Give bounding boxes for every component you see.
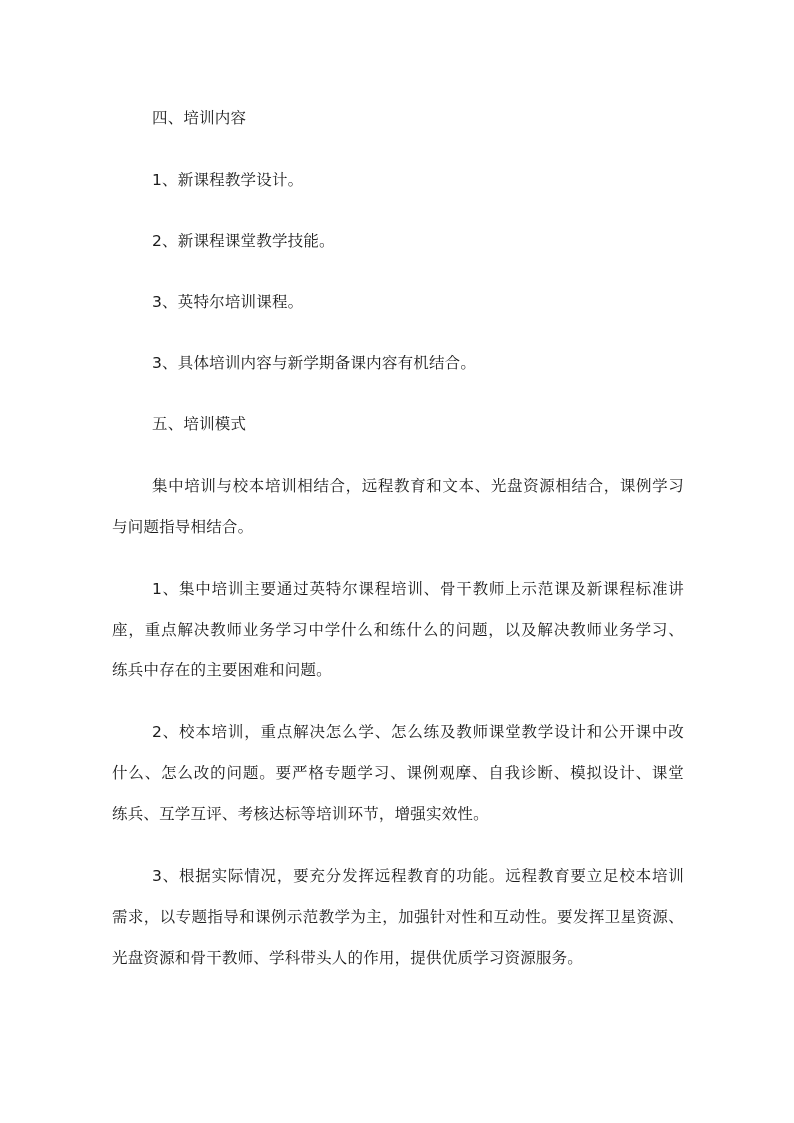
section-heading-training-mode: 五、培训模式 — [152, 415, 247, 433]
paragraph-line: 什么、怎么改的问题。要严格专题学习、课例观摩、自我诊断、模拟设计、课堂 — [112, 764, 684, 782]
section-heading-training-content: 四、培训内容 — [152, 109, 247, 127]
paragraph-line: 座，重点解决教师业务学习中学什么和练什么的问题，以及解决教师业务学习、 — [112, 621, 684, 639]
paragraph-line: 练兵、互学互评、考核达标等培训环节，增强实效性。 — [112, 805, 489, 823]
paragraph-line: 光盘资源和骨干教师、学科带头人的作用，提供优质学习资源服务。 — [112, 949, 584, 967]
paragraph-line: 集中培训与校本培训相结合，远程教育和文本、光盘资源相结合，课例学习 — [152, 477, 684, 495]
paragraph-line: 与问题指导相结合。 — [112, 518, 254, 536]
list-item: 2、新课程课堂教学技能。 — [152, 232, 335, 250]
list-item: 1、新课程教学设计。 — [152, 171, 304, 189]
paragraph-line: 练兵中存在的主要困难和问题。 — [112, 661, 332, 679]
paragraph-line: 2、校本培训，重点解决怎么学、怎么练及教师课堂教学设计和公开课中改 — [152, 723, 684, 741]
list-item: 3、具体培训内容与新学期备课内容有机结合。 — [152, 354, 477, 372]
paragraph-line: 3、根据实际情况，要充分发挥远程教育的功能。远程教育要立足校本培训 — [152, 867, 684, 885]
paragraph-line: 需求，以专题指导和课例示范教学为主，加强针对性和互动性。要发挥卫星资源、 — [112, 908, 684, 926]
paragraph-line: 1、集中培训主要通过英特尔课程培训、骨干教师上示范课及新课程标准讲 — [152, 580, 684, 598]
list-item: 3、英特尔培训课程。 — [152, 293, 304, 311]
